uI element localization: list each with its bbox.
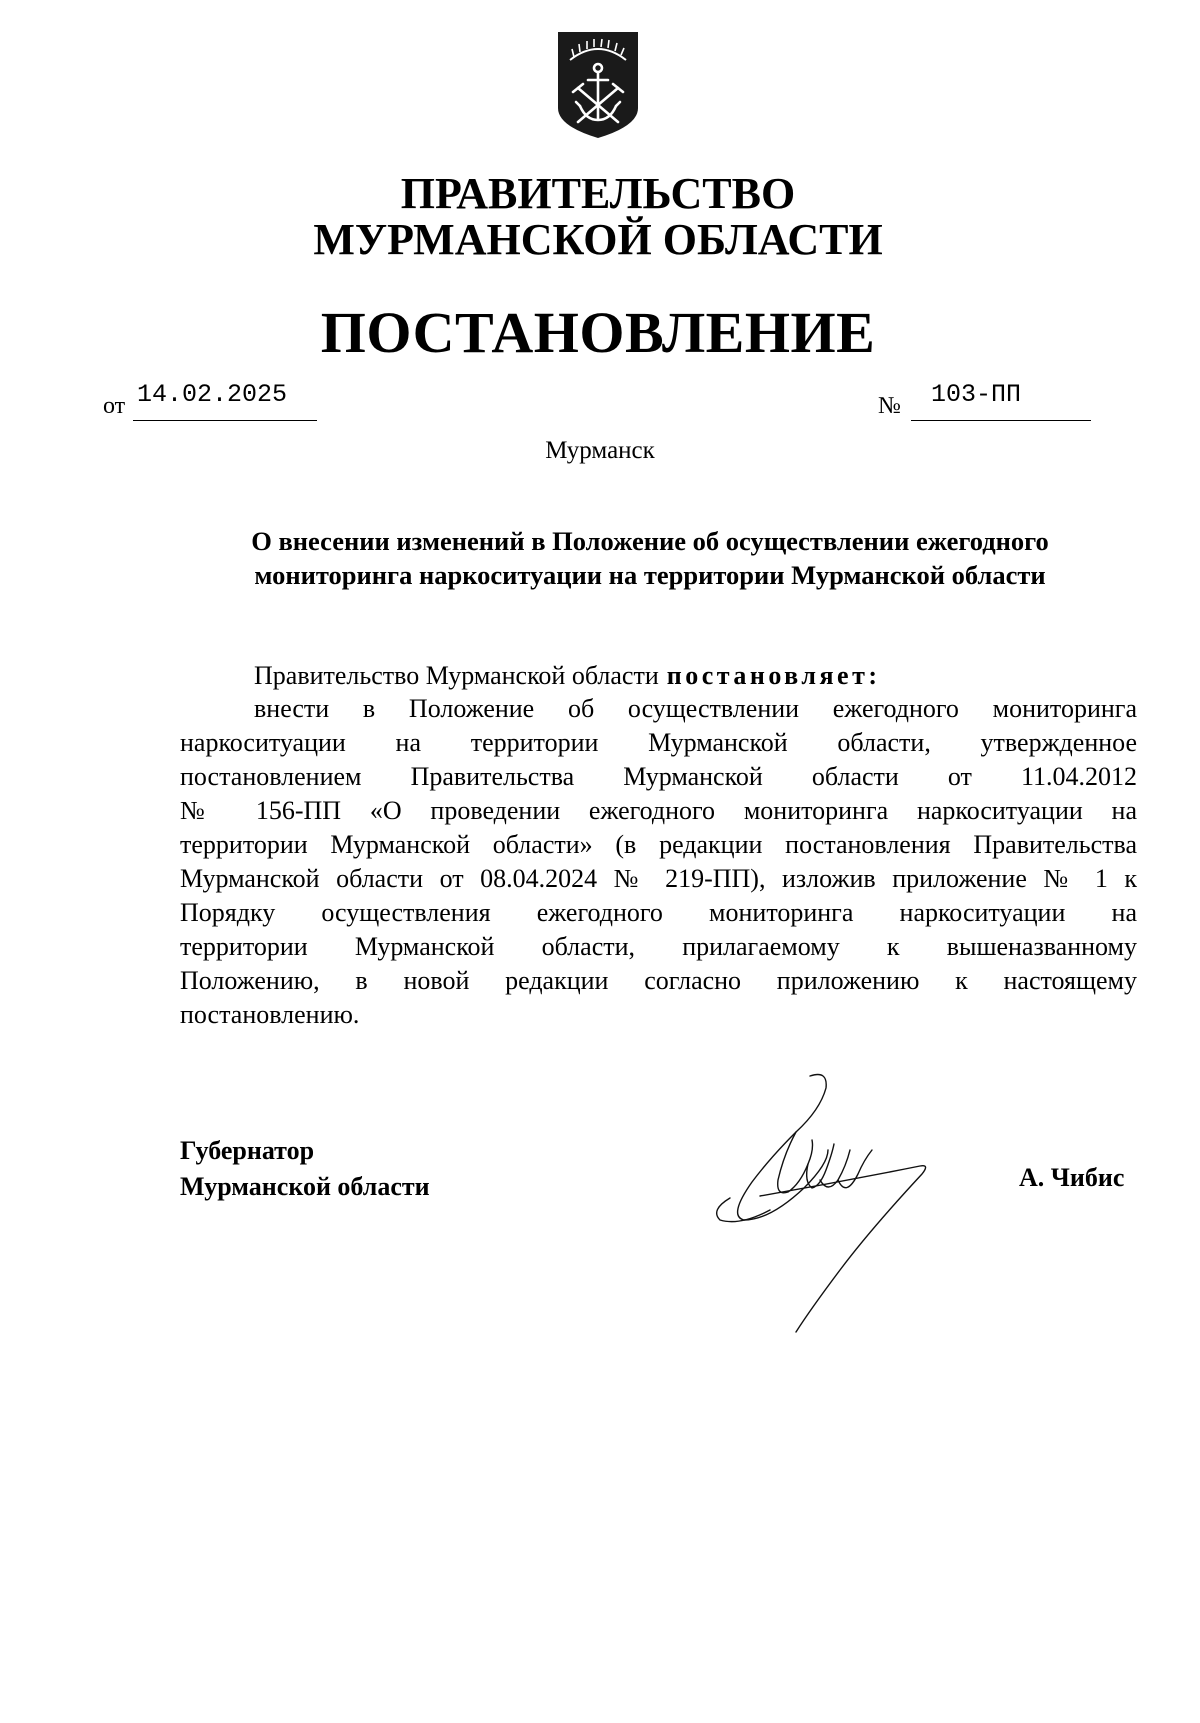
signatory-title bbox=[180, 1133, 430, 1205]
date-prefix-label: от bbox=[103, 393, 126, 419]
city-name: Мурманск bbox=[545, 437, 655, 464]
resolution-body bbox=[180, 692, 1137, 1032]
document-number: 103-ПП bbox=[931, 380, 1022, 409]
intro-text: Правительство Мурманской области bbox=[254, 661, 659, 690]
body-line: наркоситуации на территории Мурманской области, утвержденное bbox=[180, 728, 1137, 757]
document-type-title: ПОСТАНОВЛЕНИЕ bbox=[320, 300, 876, 365]
body-line: территории Мурманской области» (в редакции постановления Правительства bbox=[180, 830, 1137, 859]
handwritten-signature-icon bbox=[700, 1070, 970, 1340]
body-line: внести в Положение об осуществлении ежегодного мониторинга bbox=[254, 694, 1137, 723]
signatory-title-line: Губернатор bbox=[180, 1136, 315, 1165]
body-line: постановлению. bbox=[180, 1000, 360, 1029]
number-prefix-label: № bbox=[878, 393, 901, 419]
body-line: постановлением Правительства Мурманской области от 11.04.2012 bbox=[180, 762, 1137, 791]
government-name-line1: ПРАВИТЕЛЬСТВО bbox=[400, 169, 796, 218]
signatory-name: А. Чибис bbox=[1019, 1163, 1125, 1192]
number-underline bbox=[911, 420, 1091, 421]
body-line: территории Мурманской области, прилагаемому к вышеназванному bbox=[180, 932, 1137, 961]
body-line: Мурманской области от 08.04.2024 № 219-ПП), изложив приложение № 1 к bbox=[180, 864, 1137, 893]
body-line: Положению, в новой редакции согласно приложению к настоящему bbox=[180, 966, 1137, 995]
decides-word: постановляет: bbox=[666, 661, 881, 690]
document-subject bbox=[200, 524, 1100, 592]
body-line: Порядку осуществления ежегодного мониторинга наркоситуации на bbox=[180, 898, 1137, 927]
body-line: № 156-ПП «О проведении ежегодного мониторинга наркоситуации на bbox=[180, 796, 1137, 825]
government-name-line2: МУРМАНСКОЙ ОБЛАСТИ bbox=[313, 215, 883, 264]
resolution-intro bbox=[254, 660, 881, 692]
date-underline bbox=[133, 420, 317, 421]
document-date: 14.02.2025 bbox=[137, 380, 288, 409]
signatory-title-line: Мурманской области bbox=[180, 1172, 430, 1201]
subject-line: мониторинга наркоситуации на территории Мурманской области bbox=[254, 560, 1046, 590]
coat-of-arms-icon bbox=[556, 30, 640, 140]
subject-line: О внесении изменений в Положение об осуществлении ежегодного bbox=[251, 526, 1049, 556]
